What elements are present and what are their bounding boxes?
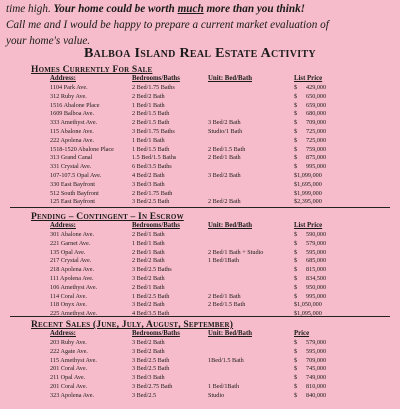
column-header-bedrooms: Bedrooms/Baths xyxy=(132,75,180,82)
row-bedrooms: 3 Bed/2.5 Bath xyxy=(132,198,170,206)
table-row xyxy=(0,153,400,162)
row-price: $1,999,000 xyxy=(294,189,322,197)
column-header-unit: Unit: Bed/Bath xyxy=(208,75,252,82)
table-row xyxy=(0,338,400,347)
table-row xyxy=(0,127,400,136)
table-row xyxy=(0,171,400,180)
row-address: 203 Ruby Ave. xyxy=(50,339,87,346)
table-row xyxy=(0,373,400,382)
row-address: 218 Apolena Ave. xyxy=(50,266,95,274)
row-price: 659,000 xyxy=(306,101,327,109)
row-price: 995,000 xyxy=(306,292,327,300)
row-bedrooms: 1 Bed/1.5 Bath xyxy=(132,145,170,153)
intro-emphasis-end: more than you think! xyxy=(203,3,306,15)
column-header-address: Address: xyxy=(50,75,76,82)
intro-emphasis-underlined: much xyxy=(177,3,204,15)
row-address: 222 Apolena Ave. xyxy=(50,136,95,144)
table-row xyxy=(0,292,400,301)
row-bedrooms: 3 Bed/3 Bath xyxy=(132,180,165,188)
table-row xyxy=(0,391,400,400)
row-price-currency: $ xyxy=(294,365,298,373)
row-unit: 2 Bed/2 Bath xyxy=(208,198,241,206)
table-row xyxy=(0,347,400,356)
row-address: 125 East Bayfront xyxy=(50,198,96,206)
row-price: 579,000 xyxy=(306,239,327,247)
row-price: 810,000 xyxy=(306,383,327,390)
column-header-unit: Unit: Bed/Bath xyxy=(208,330,252,337)
table-row xyxy=(0,118,400,127)
table-row xyxy=(0,83,400,92)
row-price: 725,000 xyxy=(306,128,327,135)
row-unit: 2 Bed/1 Bath xyxy=(208,154,241,162)
row-address: 313 Grand Canal xyxy=(50,154,93,162)
row-price: $1,099,000 xyxy=(294,172,322,179)
row-bedrooms: 1 Bed/1 Bath xyxy=(132,101,165,109)
row-address: 217 Crystal Ave. xyxy=(50,257,92,265)
row-bedrooms: 1 Bed/1 Bath xyxy=(132,239,165,247)
row-price: 834,500 xyxy=(306,275,327,282)
row-unit: 3 Bed/2 Bath xyxy=(208,119,241,127)
row-address: 1609 Balboa Ave. xyxy=(50,110,95,118)
row-address: 330 East Bayfront xyxy=(50,180,96,188)
row-price-currency: $ xyxy=(294,145,298,153)
row-bedrooms: 3 Bed/2.5 Bath xyxy=(132,365,170,373)
table-row xyxy=(0,256,400,265)
row-address: 1104 Park Ave. xyxy=(50,84,88,91)
row-unit: 1Bed/1.5 Bath xyxy=(208,356,244,364)
row-bedrooms: 3 Bed/2.5 Baths xyxy=(132,266,172,274)
table-row xyxy=(0,136,400,145)
intro-line-4: your home's value. xyxy=(6,35,91,47)
row-bedrooms: 1.5 Bed/1.5 Baths xyxy=(132,154,177,162)
section-heading: Homes Currently For Sale xyxy=(31,65,153,75)
row-bedrooms: 6 Bed/3.5 Baths xyxy=(132,163,172,171)
row-price: 709,000 xyxy=(306,119,327,127)
row-unit: Studio xyxy=(208,391,225,399)
row-price: 685,000 xyxy=(306,257,327,265)
row-price-currency: $ xyxy=(294,356,298,364)
row-address: 114 Coral Ave. xyxy=(50,292,87,300)
row-price: 749,000 xyxy=(306,374,327,382)
section-heading: Pending – Contingent – In Escrow xyxy=(31,212,184,222)
row-price-currency: $ xyxy=(294,391,298,399)
row-price-currency: $ xyxy=(294,283,298,291)
row-price: 950,000 xyxy=(306,283,327,291)
row-unit: 2 Bed/1.5 Bath xyxy=(208,145,246,153)
section-heading: Recent Sales (June, July, August, September) xyxy=(31,320,234,330)
row-price: $1,050,000 xyxy=(294,301,322,309)
row-address: 115 Abalone Ave. xyxy=(50,128,94,135)
table-row xyxy=(0,400,400,409)
row-bedrooms: 2 Bed/2 Bath xyxy=(132,257,165,265)
row-address: 1518-1520 Abalone Place xyxy=(50,145,114,153)
table-row xyxy=(0,197,400,206)
row-price: $1,095,000 xyxy=(294,310,322,318)
table-row xyxy=(0,230,400,239)
table-row xyxy=(0,101,400,110)
row-address: 1516 Abalone Place xyxy=(50,101,100,109)
page-title: Balboa Island Real Estate Activity xyxy=(84,46,316,61)
intro-line-3: Call me and I would be happy to prepare a current market evaluation of xyxy=(6,19,329,31)
table-row xyxy=(0,274,400,283)
row-bedrooms: 2 Bed/1 Bath xyxy=(132,248,165,256)
row-address: 221 Garnet Ave. xyxy=(50,239,91,247)
row-price: 995,000 xyxy=(306,163,327,171)
row-price-currency: $ xyxy=(294,128,298,135)
table-row xyxy=(0,109,400,118)
row-bedrooms: 3 Bed/2 Bath xyxy=(132,275,165,282)
row-unit: 3 Bed/2 Bath xyxy=(208,172,241,179)
table-row xyxy=(0,248,400,257)
row-price-currency: $ xyxy=(294,292,298,300)
table-row xyxy=(0,239,400,248)
row-price-currency: $ xyxy=(294,374,298,382)
row-address: 115 Amethyst Ave. xyxy=(50,356,97,364)
row-price-currency: $ xyxy=(294,266,298,274)
row-bedrooms: 2 Bed/1.5 Bath xyxy=(132,119,170,127)
column-header-price: List Price xyxy=(294,75,323,82)
table-row xyxy=(0,92,400,101)
row-address: 107-107.5 Opal Ave. xyxy=(50,172,102,179)
row-bedrooms: 2 Bed/1.5 Bath xyxy=(132,110,170,118)
column-header-price: List Price xyxy=(294,222,323,229)
intro-line-2 xyxy=(6,1,396,17)
row-bedrooms: 3 Bed/2 Bath xyxy=(132,301,165,309)
row-price: 745,000 xyxy=(306,365,327,373)
table-row xyxy=(0,265,400,274)
row-address: 106 Amethyst Ave. xyxy=(50,283,98,291)
row-unit: Studio/1 Bath xyxy=(208,128,243,135)
row-address: 333 Amethyst Ave. xyxy=(50,119,98,127)
row-price-currency: $ xyxy=(294,101,298,109)
row-price-currency: $ xyxy=(294,257,298,265)
table-row xyxy=(0,382,400,391)
row-address: 111 Apolena Ave. xyxy=(50,275,94,282)
row-bedrooms: 2 Bed/2 Bath xyxy=(132,92,165,100)
row-unit: 1 Bed/1Bath xyxy=(208,257,240,265)
row-bedrooms: 3 Bed/1.75 Baths xyxy=(132,128,175,135)
column-header-bedrooms: Bedrooms/Baths xyxy=(132,222,180,229)
row-price: 725,000 xyxy=(306,136,327,144)
row-address: 512 South Bayfront xyxy=(50,189,99,197)
row-address: 331 Crystal Ave. xyxy=(50,163,92,171)
table-row xyxy=(0,283,400,292)
intro-paragraph xyxy=(6,0,396,49)
row-price: 875,000 xyxy=(306,154,327,162)
row-price: 759,000 xyxy=(306,145,327,153)
row-price-currency: $ xyxy=(294,92,298,100)
row-price-currency: $ xyxy=(294,239,298,247)
row-address: 201 Coral Ave. xyxy=(50,365,88,373)
row-address: 225 Amethyst Ave. xyxy=(50,310,98,318)
column-header-address: Address: xyxy=(50,222,76,229)
row-price: $2,395,000 xyxy=(294,198,322,206)
row-bedrooms: 2 Bed/1.75 Baths xyxy=(132,84,175,91)
row-price-currency: $ xyxy=(294,275,298,282)
table-row xyxy=(0,364,400,373)
row-bedrooms: 2 Bed/1 Bath xyxy=(132,283,165,291)
table-row xyxy=(0,300,400,309)
row-address: 211 Opal Ave. xyxy=(50,374,86,382)
row-price: 680,000 xyxy=(306,110,327,118)
row-price: 429,000 xyxy=(306,84,327,91)
row-price: 595,000 xyxy=(306,347,327,355)
section-divider xyxy=(10,207,390,208)
row-price: $1,695,000 xyxy=(294,180,322,188)
row-price-currency: $ xyxy=(294,84,298,91)
row-unit: 2 Bed/1 Bath xyxy=(208,292,241,300)
row-address: 118 Onyx Ave. xyxy=(50,301,87,309)
row-bedrooms: 4 Bed/2 Bath xyxy=(132,172,165,179)
row-price-currency: $ xyxy=(294,248,298,256)
row-bedrooms: 3 Bed/2 Bath xyxy=(132,339,165,346)
row-bedrooms: 2 Bed/1.75 Bath xyxy=(132,189,173,197)
row-address: 135 Opal Ave. xyxy=(50,248,86,256)
row-bedrooms: 2 Bed/1 Bath xyxy=(132,231,165,238)
row-price: 815,000 xyxy=(306,266,327,274)
row-address: 323 Apolena Ave. xyxy=(50,391,95,399)
row-price: 709,000 xyxy=(306,356,327,364)
row-price-currency: $ xyxy=(294,136,298,144)
row-bedrooms: 3 Bed/2.5 xyxy=(132,391,157,399)
row-unit: 1 Bed/1Bath xyxy=(208,383,240,390)
row-unit: 2 Bed/1.5 Bath xyxy=(208,301,246,309)
row-price: 595,000 xyxy=(306,248,327,256)
column-header-address: Address: xyxy=(50,330,76,337)
column-header-bedrooms: Bedrooms/Baths xyxy=(132,330,180,337)
row-price-currency: $ xyxy=(294,231,298,238)
row-bedrooms: 1 Bed/1 Bath xyxy=(132,136,165,144)
table-row xyxy=(0,145,400,154)
column-header-price: Price xyxy=(294,330,310,337)
row-price: 579,000 xyxy=(306,339,327,346)
row-address: 312 Ruby Ave. xyxy=(50,92,87,100)
column-header-unit: Unit: Bed/Bath xyxy=(208,222,252,229)
section-divider xyxy=(10,316,390,317)
row-bedrooms: 3 Bed/2 Bath xyxy=(132,347,165,355)
row-address: 301 Abalone Ave. xyxy=(50,231,95,238)
row-price-currency: $ xyxy=(294,163,298,171)
intro-text: time high. xyxy=(6,3,54,15)
row-price-currency: $ xyxy=(294,383,298,390)
row-bedrooms: 4 Bed/3.5 Bath xyxy=(132,310,170,318)
row-price-currency: $ xyxy=(294,119,298,127)
row-price-currency: $ xyxy=(294,339,298,346)
row-unit: 2 Bed/1 Bath + Studio xyxy=(208,248,264,256)
row-price-currency: $ xyxy=(294,347,298,355)
row-address: 201 Coral Ave. xyxy=(50,383,88,390)
row-price-currency: $ xyxy=(294,154,298,162)
intro-emphasis: Your home could be worth xyxy=(53,3,178,15)
table-row xyxy=(0,189,400,198)
row-price: 840,000 xyxy=(306,391,327,399)
row-price: 590,000 xyxy=(306,231,327,238)
row-bedrooms: 3 Bed/2.5 Bath xyxy=(132,356,170,364)
row-price: 650,000 xyxy=(306,92,327,100)
row-bedrooms: 3 Bed/3 Bath xyxy=(132,374,165,382)
row-bedrooms: 1 Bed/2.5 Bath xyxy=(132,292,170,300)
row-address: 222 Agate Ave. xyxy=(50,347,88,355)
row-bedrooms: 3 Bed/2.75 Bath xyxy=(132,383,173,390)
table-row xyxy=(0,162,400,171)
row-price-currency: $ xyxy=(294,110,298,118)
table-row xyxy=(0,356,400,365)
table-row xyxy=(0,180,400,189)
